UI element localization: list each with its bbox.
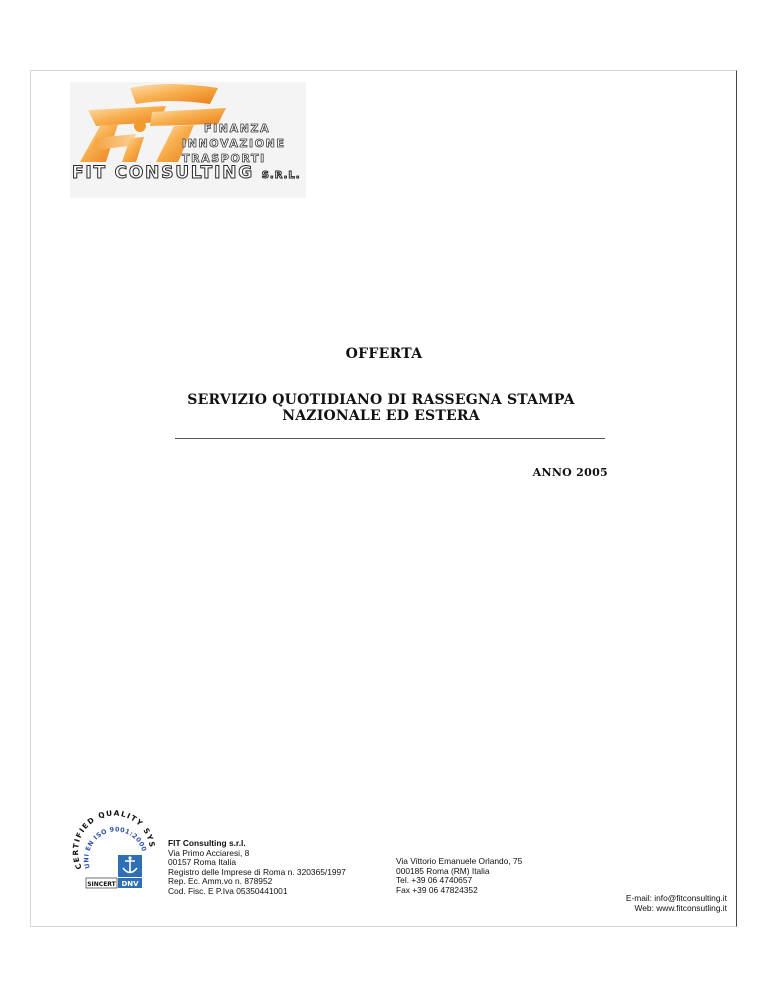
tagline-finanza: FINANZA: [204, 122, 271, 135]
footer-middle-line: Tel. +39 06 4740657: [396, 875, 473, 886]
document-page: [30, 70, 737, 927]
footer-middle-line: Fax +39 06 47824352: [396, 884, 478, 895]
footer-email[interactable]: E-mail: info@fitconsulting.it: [625, 893, 727, 903]
cert-body-sincert: SINCERT: [87, 881, 116, 888]
brand-name-text: FIT CONSULTING: [72, 163, 254, 183]
footer-website[interactable]: Web: www.fitconsutling.it: [634, 902, 727, 913]
footer-left-line: Rep. Ec. Amm.vo n. 878952: [168, 876, 273, 887]
footer-left-line: Cod. Fisc. E P.Iva 05350441001: [168, 885, 288, 896]
cert-body-dnv: DNV: [121, 880, 139, 888]
footer-company-name: FIT Consulting s.r.l.: [168, 838, 246, 848]
subject-line-2: NAZIONALE ED ESTERA: [282, 408, 480, 424]
footer-left-line: Via Primo Acciaresi, 8: [168, 847, 250, 858]
cert-standard-text: UNI EN ISO 9001:2000: [82, 825, 149, 870]
brand-name: [72, 163, 301, 183]
cert-ring-text: CE TIFIED QUALITY SYS: [72, 808, 156, 871]
brand-suffix: S.R.L.: [261, 170, 301, 181]
tagline-innovazione: INNOVAZIONE: [182, 137, 286, 150]
certification-badge-icon: [72, 806, 156, 898]
footer-left-line: Registro delle Imprese di Roma n. 320365/1997: [168, 866, 346, 877]
footer-contacts: [626, 894, 727, 913]
document-heading: OFFERTA: [345, 346, 423, 362]
company-logo: [70, 82, 306, 198]
year-label: ANNO 2005: [532, 466, 608, 479]
footer-address-left: [168, 839, 346, 897]
title-divider: [175, 438, 605, 439]
tagline-trasporti: TRASPORTI: [182, 152, 266, 165]
footer-middle-line: 000185 Roma (RM) Italia: [396, 865, 490, 876]
footer-left-line: 00157 Roma Italia: [168, 857, 236, 868]
footer-middle-line: Via Vittorio Emanuele Orlando, 75: [396, 856, 523, 866]
iso-certification-seal: [72, 806, 156, 898]
footer-address-middle: [396, 857, 522, 895]
subject-line-1: SERVIZIO QUOTIDIANO DI RASSEGNA STAMPA: [187, 392, 575, 408]
